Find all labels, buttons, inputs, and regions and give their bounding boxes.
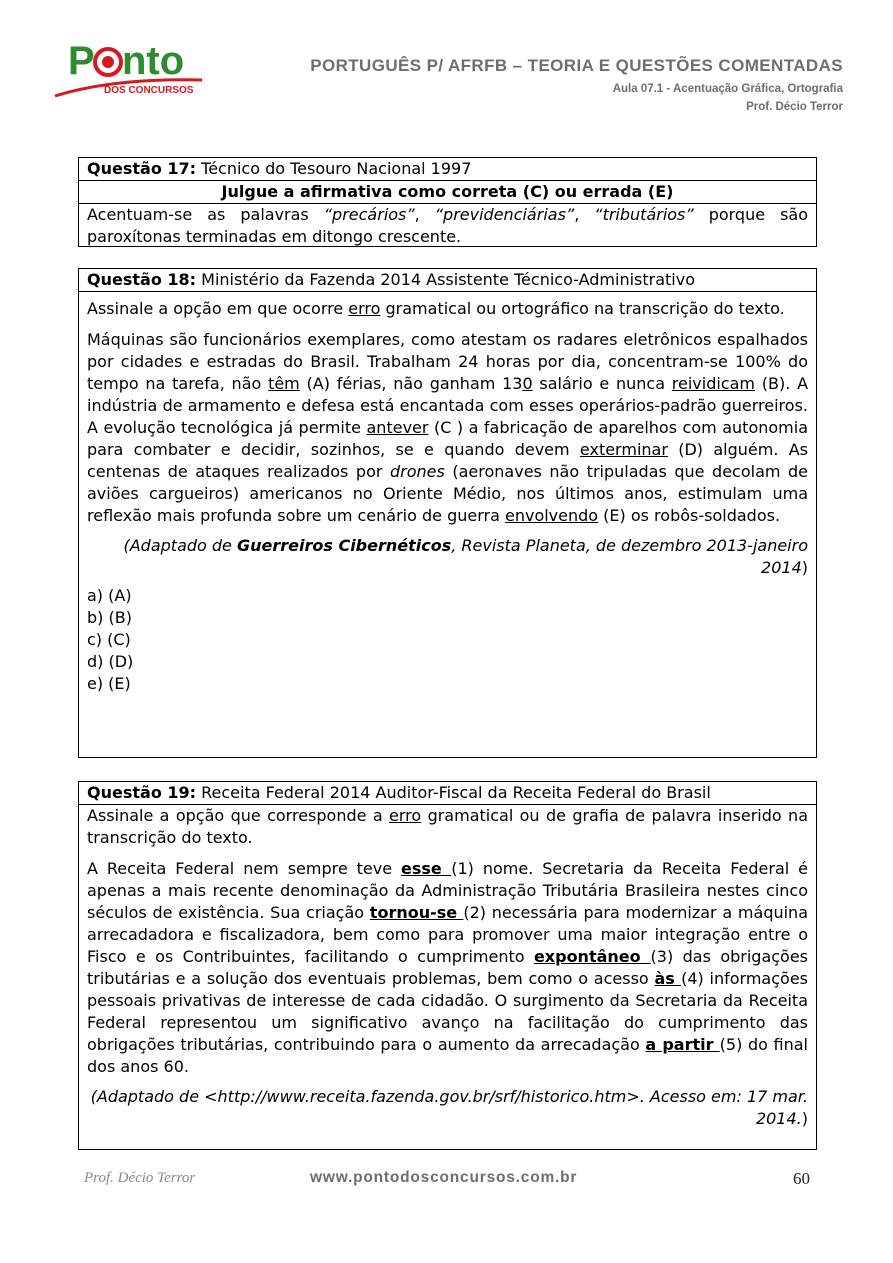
header-subtitle: Aula 07.1 - Acentuação Gráfica, Ortografia: [612, 83, 843, 95]
svg-text:nto: nto: [122, 39, 185, 83]
page-footer: [84, 1170, 814, 1192]
option-c: c) (C): [87, 630, 131, 649]
question-source: Ministério da Fazenda 2014 Assistente Técnico-Administrativo: [196, 270, 695, 289]
footer-website-link[interactable]: www.pontodosconcursos.com.br: [310, 1169, 578, 1186]
page-header: [310, 56, 843, 116]
question-17-header: [79, 158, 816, 181]
option-a: a) (A): [87, 586, 132, 605]
question-18-text: Máquinas são funcionários exemplares, como atestam os radares eletrônicos espalhados por cidades e estradas do Brasil. Trabalham 24 horas por dia, concentram-se 100% do tempo na tarefa, não têm (A) férias, não ganham 130 salário e nunca reividicam (B). A indústria de armamento e defesa está encantada com esses operários-padrão guerreiros. A evolução tecnológica já permite antever (C ) a fabricação de aparelhos com autonomia para combater e decidir, sozinhos, se e quando devem exterminar (D) alguém. As centenas de ataques realizados por drones (aeronaves não tripuladas que decolam de aviões cargueiros) americanos no Oriente Médio, nos últimos anos, estimulam uma reflexão mais profunda sobre um cenário de guerra envolvendo (E) os robôs-soldados.: [87, 330, 809, 525]
question-17-instruction: Julgue a afirmativa como correta (C) ou errada (E): [79, 181, 816, 204]
header-title: PORTUGUÊS P/ AFRFB – TEORIA E QUESTÕES COMENTADAS: [310, 56, 843, 75]
ponto-logo: [52, 38, 222, 100]
ponto-logo-graphic: [52, 38, 222, 100]
svg-text:DOS CONCURSOS: DOS CONCURSOS: [104, 85, 194, 96]
question-19-reference: (Adaptado de <http://www.receita.fazenda.gov.br/srf/historico.htm>. Acesso em: 17 mar. 2014.): [90, 1087, 808, 1128]
question-18-reference: (Adaptado de Guerreiros Cibernéticos, Revista Planeta, de dezembro 2013-janeiro 2014): [123, 536, 808, 577]
question-source: Técnico do Tesouro Nacional 1997: [196, 159, 472, 178]
question-19-header: [79, 782, 816, 805]
question-label: Questão 19:: [87, 783, 197, 802]
question-source: Receita Federal 2014 Auditor-Fiscal da Receita Federal do Brasil: [196, 783, 711, 802]
question-label: Questão 17:: [87, 159, 197, 178]
page-number: 60: [793, 1169, 810, 1188]
question-19-text: A Receita Federal nem sempre teve esse (1) nome. Secretaria da Receita Federal é apenas a mais recente denominação da Administração Tributária Brasileira nestes cinco séculos de existência. Sua criação tornou-se (2) necessária para modernizar a máquina arrecadadora e fiscalizadora, bem como para promover uma maior integração entre o Fisco e os Contribuintes, facilitando o cumprimento expontâneo (3) das obrigações tributárias e a solução dos eventuais problemas, bem como o acesso às (4) informações pessoais privativas de interesse de cada cidadão. O surgimento da Secretaria da Receita Federal representou um significativo avanço na facilitação do cumprimento das obrigações tributárias, contribuindo para o aumento da arrecadação a partir (5) do final dos anos 60.: [87, 859, 809, 1076]
header-author: Prof. Décio Terror: [746, 101, 843, 113]
question-17-statement: Acentuam-se as palavras “precários”, “previdenciárias”, “tributários” porque são paroxítonas terminadas em ditongo crescente.: [87, 205, 809, 246]
option-b: b) (B): [87, 608, 132, 627]
question-18-stem: Assinale a opção em que ocorre erro gramatical ou ortográfico na transcrição do texto.: [87, 299, 785, 318]
question-label: Questão 18:: [87, 270, 197, 289]
question-19-stem: Assinale a opção que corresponde a erro gramatical ou de grafia de palavra inserido na transcrição do texto.: [87, 806, 808, 847]
question-19: [78, 781, 817, 1150]
option-d: d) (D): [87, 652, 134, 671]
logo-text: P: [68, 39, 95, 83]
question-18-header: [79, 269, 816, 292]
footer-author: Prof. Décio Terror: [84, 1170, 196, 1186]
option-e: e) (E): [87, 674, 131, 693]
question-18: [78, 268, 817, 758]
question-17: [78, 157, 817, 247]
